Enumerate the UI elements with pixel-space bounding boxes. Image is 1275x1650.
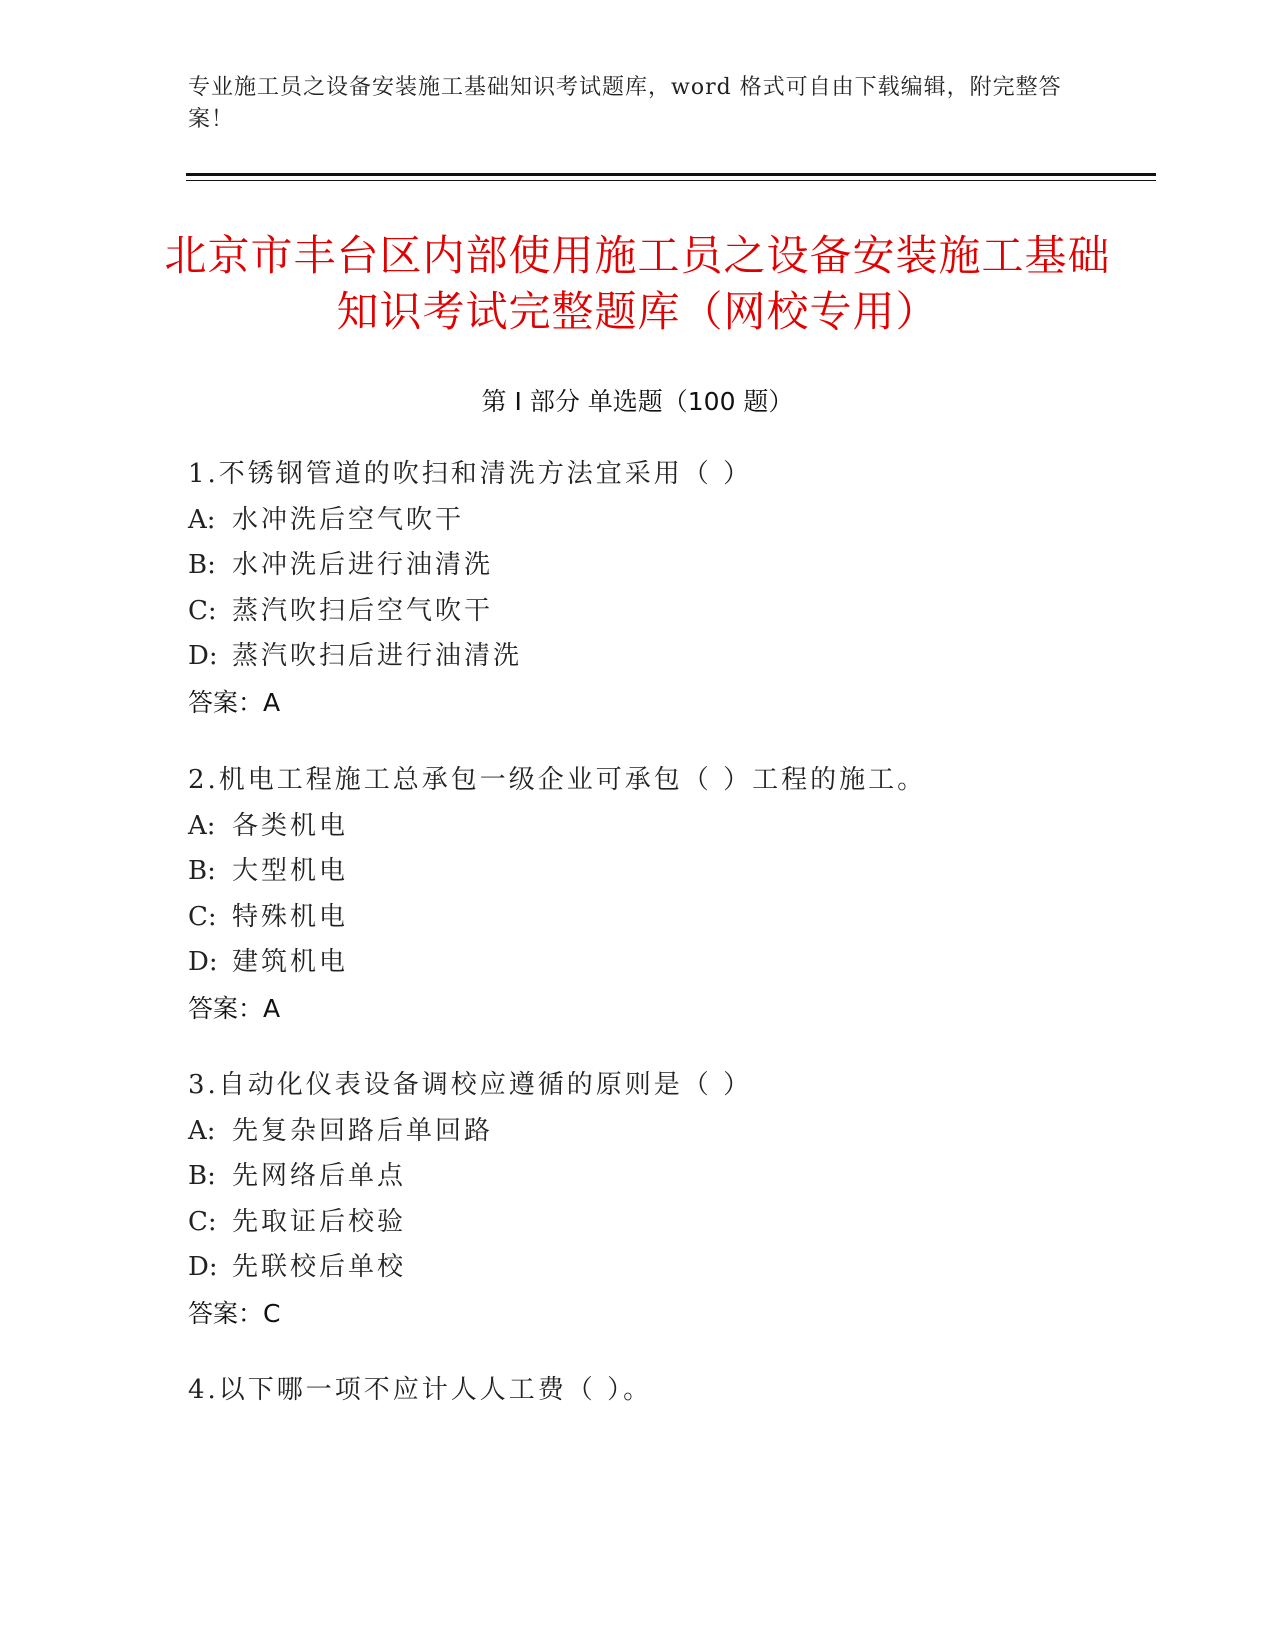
option-c [188,1200,1148,1246]
option-letter: A: [188,504,216,535]
option-letter: B: [188,1161,216,1191]
option-text: 先复杂回路后单回路 [232,1115,494,1146]
question-stem: 3.自动化仪表设备调校应遵循的原则是（ ） [188,1070,753,1100]
answer-label: 答案： [188,1298,264,1328]
option-letter: D: [188,947,218,977]
option-letter: C: [188,595,217,626]
option-a [188,1109,1148,1155]
header-rule-thin [186,180,1156,181]
question-3 [188,1063,1148,1336]
option-text: 大型机电 [232,856,349,886]
question-1 [188,452,1148,725]
option-text: 先取证后校验 [232,1206,407,1237]
question-2 [188,758,1148,1031]
question-4 [188,1368,1148,1414]
option-text: 水冲洗后空气吹干 [232,504,465,535]
option-c [188,589,1148,635]
option-text: 特殊机电 [232,901,349,932]
header-rule-thick [186,173,1156,176]
option-letter: D: [188,641,218,671]
option-d [188,634,1148,680]
answer-label: 答案： [188,687,264,717]
answer-line [188,986,1148,1032]
header-note: 专业施工员之设备安装施工基础知识考试题库，word 格式可自由下载编辑，附完整答案！ [188,75,1062,132]
option-b [188,849,1148,895]
option-letter: C: [188,1206,217,1237]
option-letter: B: [188,856,216,886]
option-letter: B: [188,550,216,580]
answer-value: A [263,687,281,717]
option-text: 先网络后单点 [232,1161,407,1191]
option-text: 建筑机电 [232,947,349,977]
option-a [188,804,1148,850]
option-text: 水冲洗后进行油清洗 [232,550,494,580]
option-text: 蒸汽吹扫后空气吹干 [232,595,494,626]
answer-value: C [263,1298,281,1328]
answer-value: A [263,993,281,1023]
option-letter: A: [188,810,216,841]
option-text: 先联校后单校 [232,1252,407,1282]
question-stem: 4.以下哪一项不应计人人工费（ ）。 [188,1375,653,1405]
option-c [188,895,1148,941]
option-d [188,940,1148,986]
document-title: 北京市丰台区内部使用施工员之设备安装施工基础知识考试完整题库（网校专用） [164,231,1111,336]
section-heading: 第 I 部分 单选题（100 题） [481,387,794,416]
option-a [188,498,1148,544]
option-b [188,1154,1148,1200]
option-letter: C: [188,901,217,932]
answer-line [188,680,1148,726]
option-text: 蒸汽吹扫后进行油清洗 [232,641,523,671]
option-d [188,1245,1148,1291]
option-letter: D: [188,1252,218,1282]
question-stem: 2.机电工程施工总承包一级企业可承包（ ）工程的施工。 [188,765,927,795]
option-letter: A: [188,1115,216,1146]
question-stem: 1.不锈钢管道的吹扫和清洗方法宜采用（ ） [188,459,753,489]
option-text: 各类机电 [232,810,349,841]
option-b [188,543,1148,589]
answer-label: 答案： [188,993,264,1023]
answer-line [188,1291,1148,1337]
